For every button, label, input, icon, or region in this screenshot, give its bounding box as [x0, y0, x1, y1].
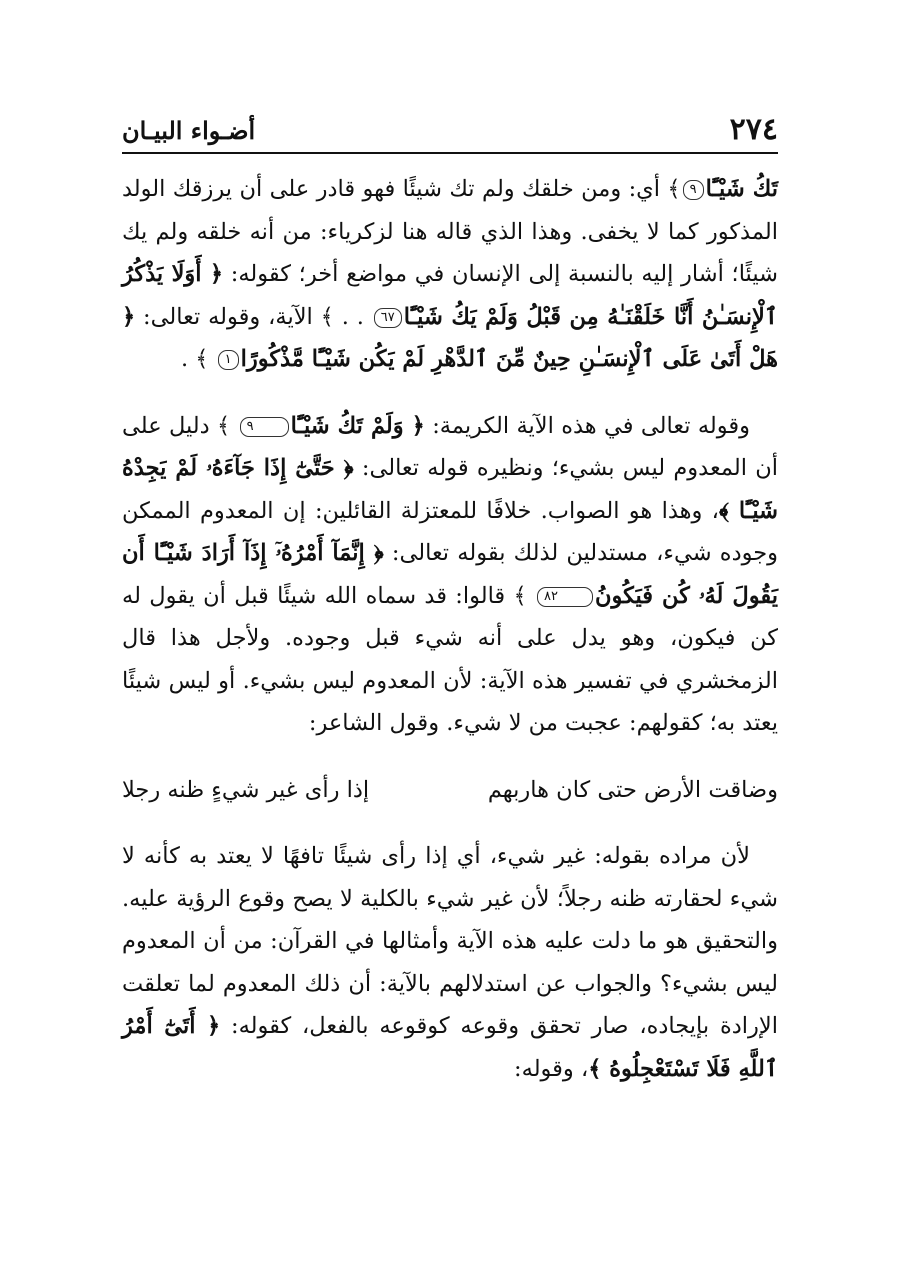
text-run: وقوله تعالى في هذه الآية الكريمة:	[424, 412, 750, 439]
quran-quote: ﴿ هَلْ أَتَىٰ عَلَى ٱلْإِنسَـٰنِ حِينٌ مِّنَ ٱلدَّهْرِ لَمْ يَكُن شَيْـًٔا مَّذْكُورًا	[122, 303, 778, 372]
text-run: ﴾ قالوا: قد سماه الله شيئًا قبل أن يقول له كن فيكون، وهو يدل على أنه شيء قبل وجوده. ولأجل هذا قال الزمخشري في تفسير هذه الآية: لأن المعدوم ليس بشيء. أو ليس شيئًا يعتد به؛ كقولهم: عجبت من لا شيء. وقول الشاعر:	[122, 582, 778, 736]
running-title: أضـواء البيـان	[122, 116, 256, 145]
page-number: ٢٧٤	[729, 112, 778, 147]
paragraph	[122, 405, 778, 745]
text-run: ، وقوله:	[514, 1055, 589, 1082]
ayah-number-marker: ٦٧	[374, 308, 402, 328]
header-rule	[122, 152, 778, 154]
text-run: ﴾ .	[180, 346, 216, 372]
quran-quote: ﴿ أَتَىٰٓ أَمْرُ ٱللَّهِ فَلَا تَسْتَعْجِلُوهُ ﴾	[122, 1013, 778, 1082]
ayah-number-marker: ٩	[240, 417, 289, 437]
text-run: . . ﴾ الآية، وقوله تعالى:	[135, 303, 372, 330]
paragraph-gap	[122, 381, 778, 405]
paragraph	[122, 835, 778, 1090]
quran-quote: ﴿ أَوَلَا يَذْكُرُ ٱلْإِنسَـٰنُ أَنَّا خَلَقْنَـٰهُ مِن قَبْلُ وَلَمْ يَكُ شَيْـًٔا	[122, 261, 778, 330]
text-run: ﴾ أي: ومن خلقك ولم تك شيئًا فهو قادر على أن يرزقك الولد المذكور كما لا يخفى. وهذا الذي قاله هنا لزكرياء: من أنه خلقه ولم يك شيئًا؛ أشار إليه بالنسبة إلى الإنسان في مواضع أخر؛ كقوله:	[122, 176, 778, 287]
text-run: ﴾ دليل على أن المعدوم ليس بشيء؛ ونظيره قوله تعالى:	[122, 412, 778, 481]
ayah-number-marker: ١	[218, 350, 239, 370]
paragraph-gap	[122, 745, 778, 769]
text-run: ، وهذا هو الصواب. خلافًا للمعتزلة القائلين: إن المعدوم الممكن وجوده شيء، مستدلين لذلك بقوله تعالى:	[122, 497, 778, 566]
paragraph-gap	[122, 811, 778, 835]
verse-first-hemistich: وضاقت الأرض حتى كان هاربهم	[487, 776, 778, 803]
ayah-number-marker: ٨٢	[537, 587, 593, 607]
quran-quote: ﴿ إِنَّمَآ أَمْرُهُۥٓ إِذَآ أَرَادَ شَيْـًٔا أَن يَقُولَ لَهُۥ كُن فَيَكُونُ	[122, 540, 778, 609]
poetry-verse	[122, 769, 778, 812]
body-text	[122, 168, 778, 1090]
ayah-number-marker: ٩	[683, 180, 704, 200]
text-run: لأن مراده بقوله: غير شيء، أي إذا رأى شيئًا تافهًا لا يعتد به كأنه لا شيء لحقارته ظنه رجلاً؛ لأن غير شيء بالكلية لا يصح وقوع الرؤية عليه. والتحقيق هو ما دلت عليه هذه الآية وأمثالها في القرآن: من أن المعدوم ليس بشيء؟ والجواب عن استدلالهم بالآية: أن ذلك المعدوم لما تعلقت الإرادة بإيجاده، صار تحقق وقوعه كوقوعه بالفعل، كقوله:	[122, 843, 778, 1039]
quran-quote: ﴿ حَتَّىٰٓ إِذَا جَآءَهُۥ لَمْ يَجِدْهُ شَيْـًٔا ﴾	[122, 455, 778, 524]
paragraph	[122, 168, 778, 381]
quran-quote: ﴿ وَلَمْ تَكُ شَيْـًٔا	[290, 412, 425, 439]
verse-second-hemistich: إذا رأى غير شيءٍ ظنه رجلا	[122, 776, 370, 803]
page-header	[122, 108, 778, 150]
quran-quote: تَكُ شَيْـًٔا	[705, 176, 778, 202]
